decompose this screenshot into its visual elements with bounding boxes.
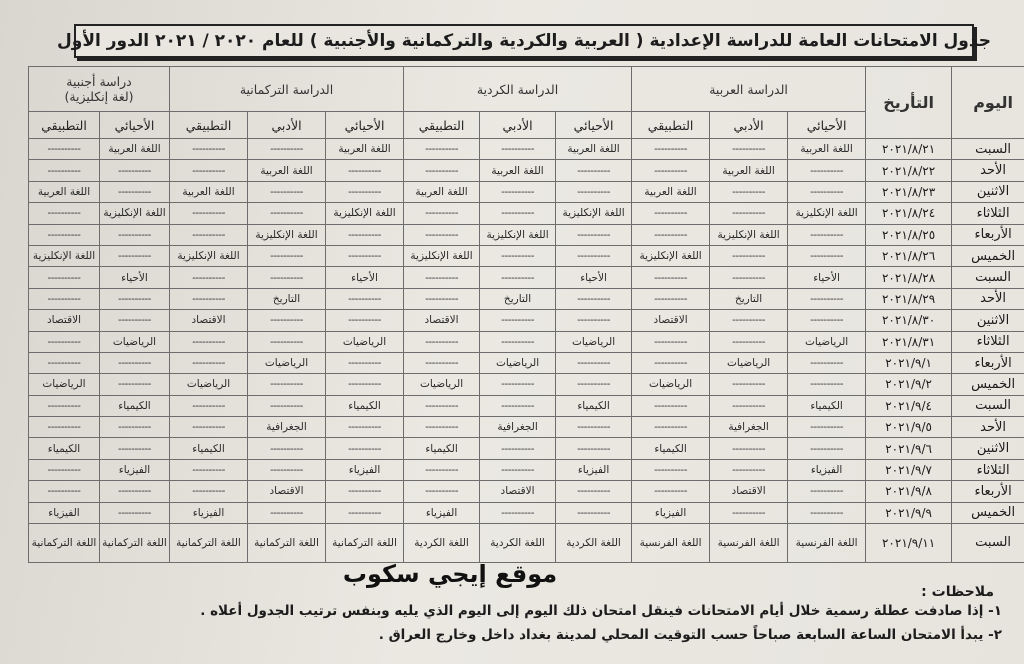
table-row [29,181,1024,202]
subject-cell: ---------- [29,139,100,160]
subject-cell: اللغة الإنكليزية [632,245,710,266]
subject-cell: ---------- [326,417,404,438]
subject-cell: ---------- [248,181,326,202]
subject-cell: ---------- [170,481,248,502]
subject-cell: ---------- [100,502,170,523]
subject-cell: ---------- [29,331,100,352]
row-date: ٢٠٢١/٨/٢٢ [866,160,952,181]
subject-cell: ---------- [170,224,248,245]
subject-cell: ---------- [170,459,248,480]
subject-cell: اللغة التركمانية [100,524,170,563]
subject-cell: ---------- [326,224,404,245]
subject-cell: ---------- [788,181,866,202]
row-date: ٢٠٢١/٩/٧ [866,459,952,480]
table-row [29,160,1024,181]
subject-cell: ---------- [480,245,556,266]
subject-cell: اللغة الإنكليزية [29,245,100,266]
subject-cell: ---------- [710,331,788,352]
row-day: الأربعاء [952,352,1024,373]
subject-cell: ---------- [480,331,556,352]
subject-cell: الرياضيات [710,352,788,373]
subject-cell: الاقتصاد [632,310,710,331]
header-foreign-study [29,67,170,112]
row-day: الخميس [952,502,1024,523]
subject-cell: التاريخ [480,288,556,309]
subject-cell: اللغة الفرنسية [632,524,710,563]
subject-cell: ---------- [480,438,556,459]
subject-cell: الجغرافية [248,417,326,438]
subject-cell: الفيزياء [29,502,100,523]
subject-cell: ---------- [480,181,556,202]
table-row [29,417,1024,438]
subject-cell: اللغة الإنكليزية [326,203,404,224]
subject-cell: ---------- [248,438,326,459]
header-foreign-line1: دراسة أجنبية [66,74,132,89]
subject-cell: ---------- [710,438,788,459]
header-day: اليوم [952,67,1024,139]
subject-cell: ---------- [404,352,480,373]
subject-cell: اللغة الإنكليزية [480,224,556,245]
table-row [29,245,1024,266]
subject-cell: ---------- [632,288,710,309]
table-row [29,203,1024,224]
subject-cell: ---------- [632,203,710,224]
subject-cell: ---------- [248,310,326,331]
header-kurdish-study: الدراسة الكردية [404,67,632,112]
subject-cell: ---------- [29,459,100,480]
row-day: الثلاثاء [952,331,1024,352]
table-row [29,310,1024,331]
subject-cell: الرياضيات [556,331,632,352]
subject-cell: ---------- [404,417,480,438]
subject-cell: الاقتصاد [248,481,326,502]
subheader-literary: الأدبي [480,112,556,139]
subject-cell: ---------- [100,417,170,438]
subject-cell: الاقتصاد [710,481,788,502]
subject-cell: ---------- [248,267,326,288]
table-row [29,139,1024,160]
subject-cell: ---------- [788,245,866,266]
subject-cell: ---------- [556,224,632,245]
subject-cell: ---------- [248,139,326,160]
subject-cell: ---------- [326,245,404,266]
subject-cell: ---------- [710,310,788,331]
subject-cell: ---------- [480,203,556,224]
row-date: ٢٠٢١/٨/٢١ [866,139,952,160]
table-row [29,438,1024,459]
subject-cell: الفيزياء [556,459,632,480]
subject-cell: اللغة الإنكليزية [100,203,170,224]
subject-cell: اللغة العربية [710,160,788,181]
subject-cell: ---------- [788,417,866,438]
subject-cell: ---------- [29,481,100,502]
row-day: الأربعاء [952,481,1024,502]
subject-cell: ---------- [556,502,632,523]
subject-cell: ---------- [170,160,248,181]
subheader-applied: التطبيقي [404,112,480,139]
subject-cell: الأحياء [326,267,404,288]
table-row [29,352,1024,373]
subject-cell: ---------- [710,459,788,480]
row-date: ٢٠٢١/٩/٥ [866,417,952,438]
subject-cell: اللغة التركمانية [170,524,248,563]
row-date: ٢٠٢١/٨/٢٩ [866,288,952,309]
schedule-title: جدول الامتحانات العامة للدراسة الإعدادية ( العربية والكردية والتركمانية والأجنبية ) للعام ٢٠٢٠ / ٢٠٢١ الدور الأول [74,24,974,58]
subject-cell: ---------- [480,310,556,331]
subject-cell: ---------- [788,374,866,395]
subject-cell: ---------- [170,352,248,373]
subject-cell: ---------- [29,160,100,181]
subject-cell: اللغة التركمانية [326,524,404,563]
subject-cell: اللغة العربية [788,139,866,160]
table-row [29,374,1024,395]
subject-cell: ---------- [404,160,480,181]
row-date: ٢٠٢١/٩/٨ [866,481,952,502]
subject-cell: ---------- [556,245,632,266]
row-day: السبت [952,139,1024,160]
row-day: الاثنين [952,438,1024,459]
subject-cell: الرياضيات [100,331,170,352]
subject-cell: الكيمياء [632,438,710,459]
header-foreign-line2: (لغة إنكليزية) [64,89,134,104]
row-day: الأحد [952,417,1024,438]
subject-cell: الاقتصاد [404,310,480,331]
subject-cell: الجغرافية [710,417,788,438]
subject-cell: ---------- [556,288,632,309]
subject-cell: ---------- [170,203,248,224]
subject-cell: ---------- [788,352,866,373]
subject-cell: ---------- [404,459,480,480]
subject-cell: ---------- [632,267,710,288]
subject-cell: اللغة العربية [29,181,100,202]
subject-cell: ---------- [248,459,326,480]
subheader-applied: التطبيقي [632,112,710,139]
subject-cell: ---------- [326,502,404,523]
subject-cell: الرياضيات [480,352,556,373]
row-date: ٢٠٢١/٨/٣٠ [866,310,952,331]
subject-cell: ---------- [170,417,248,438]
subheader-scientific: الأحيائي [100,112,170,139]
subject-cell: الكيمياء [170,438,248,459]
subject-cell: ---------- [788,438,866,459]
subject-cell: ---------- [710,267,788,288]
subject-cell: الجغرافية [480,417,556,438]
subject-cell: ---------- [170,395,248,416]
subject-cell: اللغة الكردية [480,524,556,563]
subject-cell: الفيزياء [170,502,248,523]
row-date: ٢٠٢١/٨/٢٤ [866,203,952,224]
subject-cell: ---------- [632,352,710,373]
subject-cell: اللغة التركمانية [29,524,100,563]
subject-cell: الفيزياء [632,502,710,523]
subject-cell: ---------- [248,203,326,224]
subject-cell: ---------- [248,245,326,266]
subject-cell: ---------- [480,502,556,523]
note-item: ١- إذا صادفت عطلة رسمية خلال أيام الامتحانات فينقل امتحان ذلك اليوم إلى اليوم الذي يليه وبنفس ترتيب الجدول أعلاه . [200,603,1002,619]
subject-cell: ---------- [556,438,632,459]
row-day: السبت [952,524,1024,563]
subject-cell: اللغة العربية [100,139,170,160]
row-day: السبت [952,267,1024,288]
row-day: الخميس [952,245,1024,266]
subject-cell: ---------- [100,352,170,373]
row-day: الاثنين [952,181,1024,202]
subject-cell: ---------- [100,310,170,331]
subject-cell: الرياضيات [170,374,248,395]
subject-cell: ---------- [556,352,632,373]
subject-cell: ---------- [632,417,710,438]
subject-cell: الرياضيات [326,331,404,352]
table-row [29,288,1024,309]
subject-cell: ---------- [29,395,100,416]
subject-cell: ---------- [710,374,788,395]
subject-cell: ---------- [788,310,866,331]
subject-cell: ---------- [710,203,788,224]
subheader-scientific: الأحيائي [556,112,632,139]
subject-cell: الفيزياء [100,459,170,480]
subject-cell: ---------- [404,203,480,224]
subject-cell: اللغة العربية [404,181,480,202]
subject-cell: ---------- [29,203,100,224]
subject-cell: ---------- [788,160,866,181]
subject-cell: ---------- [710,245,788,266]
subject-cell: الأحياء [100,267,170,288]
subject-cell: ---------- [29,288,100,309]
subject-cell: ---------- [29,417,100,438]
subject-cell: ---------- [100,288,170,309]
subject-cell: اللغة العربية [326,139,404,160]
subject-cell: ---------- [556,160,632,181]
header-turkmen-study: الدراسة التركمانية [170,67,404,112]
subject-cell: ---------- [480,374,556,395]
subject-cell: الاقتصاد [29,310,100,331]
subject-cell: الكيمياء [326,395,404,416]
subject-cell: اللغة الإنكليزية [170,245,248,266]
notes-title: ملاحظات : [921,584,994,600]
subject-cell: ---------- [170,139,248,160]
subject-cell: التاريخ [710,288,788,309]
table-row [29,331,1024,352]
note-item: ٢- يبدأ الامتحان الساعة السابعة صباحاً حسب التوقيت المحلي لمدينة بغداد داخل وخارج العراق . [378,627,1002,643]
subject-cell: ---------- [100,481,170,502]
subject-cell: الكيمياء [788,395,866,416]
subject-cell: اللغة الإنكليزية [710,224,788,245]
subject-cell: ---------- [788,288,866,309]
row-day: السبت [952,395,1024,416]
subject-cell: ---------- [632,481,710,502]
subject-cell: الفيزياء [404,502,480,523]
subject-cell: ---------- [248,395,326,416]
subject-cell: ---------- [556,417,632,438]
subject-cell: الرياضيات [788,331,866,352]
subject-cell: ---------- [632,331,710,352]
table-row [29,224,1024,245]
subject-cell: اللغة الإنكليزية [556,203,632,224]
subject-cell: اللغة الإنكليزية [788,203,866,224]
subject-cell: ---------- [556,181,632,202]
subject-cell: ---------- [100,160,170,181]
row-date: ٢٠٢١/٩/٩ [866,502,952,523]
header-arabic-study: الدراسة العربية [632,67,866,112]
row-day: الاثنين [952,310,1024,331]
table-row [29,481,1024,502]
subject-cell: الرياضيات [248,352,326,373]
subject-cell: الأحياء [788,267,866,288]
row-date: ٢٠٢١/٩/٤ [866,395,952,416]
subheader-applied: التطبيقي [170,112,248,139]
subject-cell: ---------- [710,181,788,202]
subject-cell: ---------- [170,267,248,288]
subject-cell: اللغة الكردية [404,524,480,563]
subject-cell: ---------- [29,224,100,245]
subheader-applied: التطبيقي [29,112,100,139]
subject-cell: ---------- [100,438,170,459]
row-date: ٢٠٢١/٩/٦ [866,438,952,459]
header-date: التأريخ [866,67,952,139]
subject-cell: ---------- [710,395,788,416]
subject-cell: ---------- [248,502,326,523]
subject-cell: ---------- [632,395,710,416]
subject-cell: ---------- [404,331,480,352]
subject-cell: ---------- [632,459,710,480]
subject-cell: ---------- [404,481,480,502]
subject-cell: ---------- [710,502,788,523]
subject-cell: ---------- [170,331,248,352]
subject-cell: ---------- [100,224,170,245]
subject-cell: الكيمياء [556,395,632,416]
subheader-literary: الأدبي [248,112,326,139]
subject-cell: اللغة الإنكليزية [404,245,480,266]
subject-cell: ---------- [326,310,404,331]
subject-cell: التاريخ [248,288,326,309]
subject-cell: الكيمياء [29,438,100,459]
subject-cell: ---------- [788,481,866,502]
subject-cell: الاقتصاد [170,310,248,331]
subject-cell: اللغة الكردية [556,524,632,563]
subject-cell: الكيمياء [404,438,480,459]
row-date: ٢٠٢١/٩/١ [866,352,952,373]
subject-cell: ---------- [326,352,404,373]
subject-cell: اللغة العربية [632,181,710,202]
subject-cell: ---------- [404,139,480,160]
subject-cell: ---------- [404,267,480,288]
subject-cell: ---------- [556,310,632,331]
subject-cell: ---------- [404,395,480,416]
subject-cell: الفيزياء [326,459,404,480]
subject-cell: الكيمياء [100,395,170,416]
subheader-scientific: الأحيائي [788,112,866,139]
subject-cell: ---------- [100,245,170,266]
row-day: الأربعاء [952,224,1024,245]
subject-cell: ---------- [404,288,480,309]
row-day: الثلاثاء [952,459,1024,480]
subject-cell: الرياضيات [632,374,710,395]
row-date: ٢٠٢١/٨/٢٥ [866,224,952,245]
subject-cell: ---------- [326,160,404,181]
row-day: الخميس [952,374,1024,395]
table-row [29,524,1024,563]
subject-cell: ---------- [326,181,404,202]
subject-cell: ---------- [788,224,866,245]
subject-cell: ---------- [556,481,632,502]
subject-cell: ---------- [480,267,556,288]
subject-cell: الأحياء [556,267,632,288]
schedule-table [28,66,1024,563]
subject-cell: اللغة العربية [248,160,326,181]
subject-cell: ---------- [248,331,326,352]
row-day: الأحد [952,288,1024,309]
table-row [29,267,1024,288]
subject-cell: ---------- [326,288,404,309]
row-date: ٢٠٢١/٨/٢٣ [866,181,952,202]
subheader-scientific: الأحيائي [326,112,404,139]
subject-cell: ---------- [480,139,556,160]
row-date: ٢٠٢١/٩/١١ [866,524,952,563]
table-row [29,502,1024,523]
subject-cell: ---------- [480,459,556,480]
subject-cell: ---------- [170,288,248,309]
site-watermark: موقع إيجي سكوب [342,560,558,588]
subject-cell: ---------- [632,224,710,245]
subject-cell: ---------- [480,395,556,416]
schedule-body [29,139,1024,563]
subject-cell: ---------- [29,352,100,373]
subject-cell: ---------- [326,438,404,459]
subject-cell: ---------- [632,139,710,160]
subject-cell: اللغة الفرنسية [788,524,866,563]
subject-cell: اللغة الإنكليزية [248,224,326,245]
subject-cell: الاقتصاد [480,481,556,502]
row-date: ٢٠٢١/٨/٢٨ [866,267,952,288]
subject-cell: اللغة العربية [556,139,632,160]
subject-cell: الرياضيات [29,374,100,395]
row-date: ٢٠٢١/٩/٢ [866,374,952,395]
subject-cell: ---------- [710,139,788,160]
table-row [29,459,1024,480]
subject-cell: ---------- [100,374,170,395]
subject-cell: ---------- [326,374,404,395]
subject-cell: ---------- [556,374,632,395]
subject-cell: ---------- [29,267,100,288]
subject-cell: اللغة العربية [480,160,556,181]
row-day: الأحد [952,160,1024,181]
subject-cell: ---------- [326,481,404,502]
subject-cell: ---------- [100,181,170,202]
subject-cell: الرياضيات [404,374,480,395]
table-row [29,395,1024,416]
subject-cell: اللغة العربية [170,181,248,202]
row-date: ٢٠٢١/٨/٣١ [866,331,952,352]
subject-cell: ---------- [632,160,710,181]
subheader-literary: الأدبي [710,112,788,139]
row-day: الثلاثاء [952,203,1024,224]
subject-cell: ---------- [788,502,866,523]
subject-cell: الفيزياء [788,459,866,480]
subject-cell: ---------- [404,224,480,245]
subject-cell: ---------- [248,374,326,395]
subject-cell: اللغة التركمانية [248,524,326,563]
row-date: ٢٠٢١/٨/٢٦ [866,245,952,266]
subject-cell: اللغة الفرنسية [710,524,788,563]
